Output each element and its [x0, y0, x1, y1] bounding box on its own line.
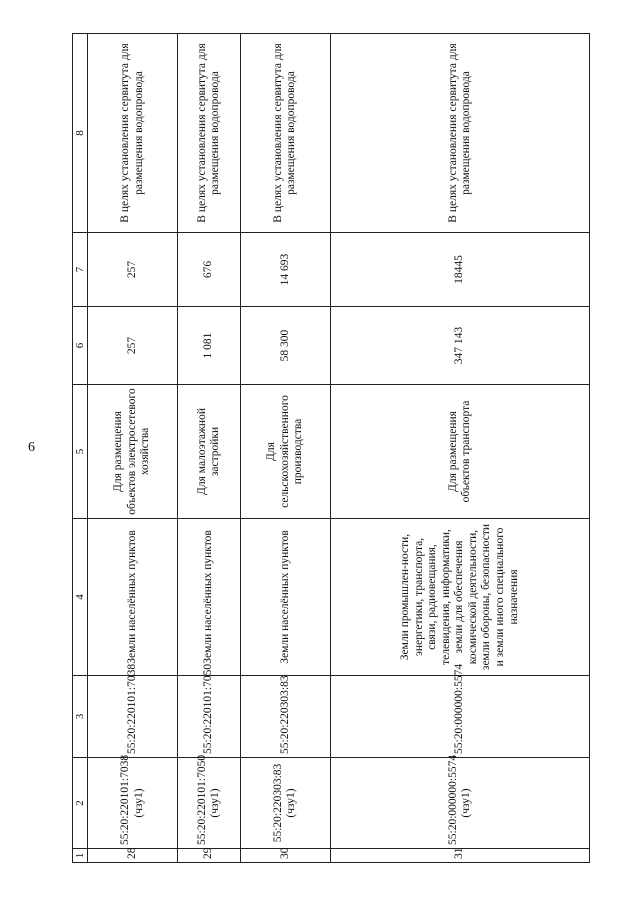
- header-cell-7: 7: [73, 233, 88, 307]
- land-category: Земли населённых пунктов: [88, 519, 178, 676]
- part-area: 676: [178, 233, 240, 307]
- part-area: 18445: [331, 233, 590, 307]
- header-cell-3: 3: [73, 676, 88, 758]
- table-row: [331, 34, 590, 863]
- land-plots-table: [72, 33, 590, 863]
- land-category: Земли промышлен-ности, энергетики, транспорта, связи, радиовещания, телевидения, информатики, земли для обеспечения космической деятельности, земли обороны, безопасности и земли иного специального назначения: [331, 519, 590, 676]
- servitude-purpose: В целях установления сервитута для размещения водопровода: [178, 34, 240, 233]
- cadastral-number: 55:20:220303:83: [240, 676, 330, 758]
- plot-area: 257: [88, 307, 178, 385]
- permitted-use: Для размещения объектов электросетевого хозяйства: [88, 385, 178, 519]
- part-area: 14 693: [240, 233, 330, 307]
- header-cell-1: 1: [73, 849, 88, 863]
- row-number: 29: [178, 849, 240, 863]
- page-number: 6: [28, 440, 35, 455]
- permitted-use: Для размещения объектов транспорта: [331, 385, 590, 519]
- part-area: 257: [88, 233, 178, 307]
- part-designation: 55:20:220101:7050 (чзу1): [178, 758, 240, 849]
- header-cell-6: 6: [73, 307, 88, 385]
- servitude-purpose: В целях установления сервитута для размещения водопровода: [331, 34, 590, 233]
- row-number: 31: [331, 849, 590, 863]
- header-cell-5: 5: [73, 385, 88, 519]
- part-designation: 55:20:220303:83 (чзу1): [240, 758, 330, 849]
- table-row: [240, 34, 330, 863]
- land-category: Земли населённых пунктов: [178, 519, 240, 676]
- row-number: 28: [88, 849, 178, 863]
- plot-area: 347 143: [331, 307, 590, 385]
- table-row: [88, 34, 178, 863]
- permitted-use: Для сельскохозяйственного производства: [240, 385, 330, 519]
- land-category: Земли населённых пунктов: [240, 519, 330, 676]
- header-row: [73, 34, 88, 863]
- header-cell-4: 4: [73, 519, 88, 676]
- plot-area: 1 081: [178, 307, 240, 385]
- servitude-purpose: В целях установления сервитута для размещения водопровода: [240, 34, 330, 233]
- row-number: 30: [240, 849, 330, 863]
- part-designation: 55:20:000000:5574 (чзу1): [331, 758, 590, 849]
- cadastral-number: 55:20:220101:7038: [88, 676, 178, 758]
- cadastral-number: 55:20:000000:5574: [331, 676, 590, 758]
- plot-area: 58 300: [240, 307, 330, 385]
- table-row: [178, 34, 240, 863]
- cadastral-number: 55:20:220101:7050: [178, 676, 240, 758]
- servitude-purpose: В целях установления сервитута для размещения водопровода: [88, 34, 178, 233]
- header-cell-2: 2: [73, 758, 88, 849]
- permitted-use: Для малоэтажной застройки: [178, 385, 240, 519]
- header-cell-8: 8: [73, 34, 88, 233]
- land-plots-table-frame: [72, 34, 640, 859]
- part-designation: 55:20:220101:7038 (чзу1): [88, 758, 178, 849]
